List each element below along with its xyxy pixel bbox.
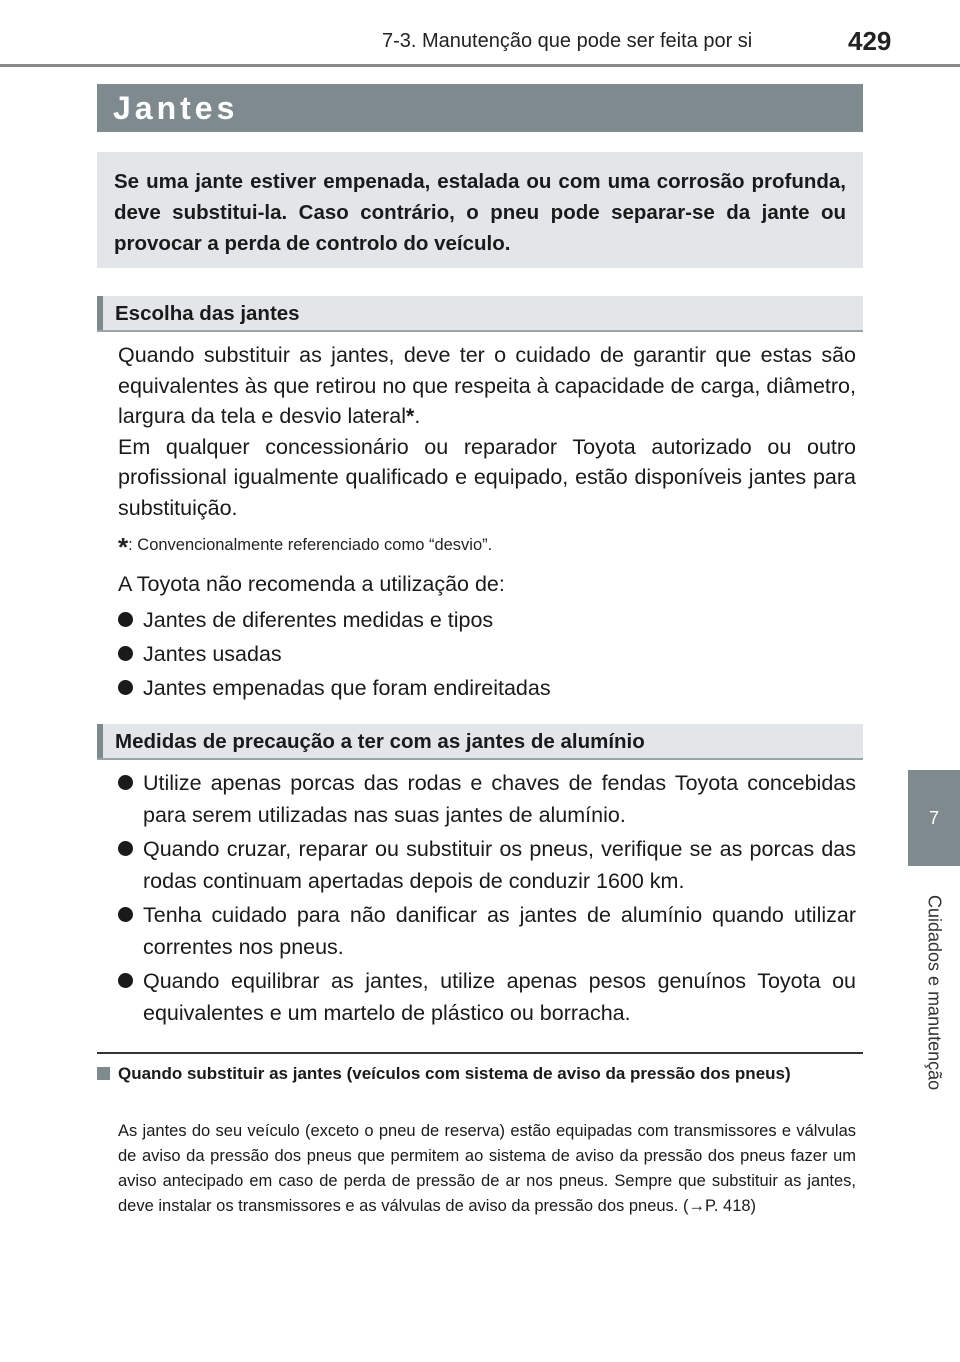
list-item: Utilize apenas porcas das rodas e chaves de fendas Toyota concebidas para serem utilizadas nas suas jantes de alumínio. [118,767,856,831]
square-bullet-icon [97,1067,110,1080]
subheading-precautions [97,724,863,760]
note-divider [97,1052,863,1054]
list-item: Jantes de diferentes medidas e tipos [118,604,856,636]
not-recommended-intro: A Toyota não recomenda a utilização de: [118,572,505,596]
subheading-choice-text: Escolha das jantes [115,302,300,325]
bullet-icon [118,973,133,988]
bullet-icon [118,841,133,856]
note-title-text: Quando substituir as jantes (veículos com sistema de aviso da pressão dos pneus) [118,1064,791,1083]
list-item: Jantes usadas [118,638,856,670]
list-item: Quando cruzar, reparar ou substituir os pneus, verifique se as porcas das rodas continuam apertadas depois de conduzir 1600 km. [118,833,856,897]
section-summary: Se uma jante estiver empenada, estalada ou com uma corrosão profunda, deve substitui-la. Caso contrário, o pneu pode separar-se da jante ou provocar a perda de controlo do veículo. [97,152,863,268]
bullet-icon [118,907,133,922]
section-title: Jantes [97,84,863,132]
footnote [118,532,492,563]
header-divider [0,64,960,67]
page-number: 429 [848,26,892,56]
choice-paragraph-1: Quando substituir as jantes, deve ter o cuidado de garantir que estas são equivalentes às que retirou no que respeita à capacidade de carga, diâmetro, largura da tela e desvio lateral*. [118,343,856,428]
note-body-text: As jantes do seu veículo (exceto o pneu de reserva) estão equipadas com transmissores e válvulas de aviso da pressão dos pneus que permitem ao sistema de aviso da pressão dos pneus fazer um aviso antecipado em caso de perda de pressão de ar nos pneus. Sempre que substituir as jantes, deve instalar os transmissores e as válvulas de aviso da pressão dos pneus. [118,1122,856,1215]
asterisk-marker: * [406,404,415,428]
bullet-icon [118,680,133,695]
chapter-title: Cuidados e manutenção [924,895,945,1091]
chapter-tab [908,770,960,866]
footnote-marker: * [118,532,129,562]
list-item: Jantes empenadas que foram endireitadas [118,672,856,704]
subheading-precautions-text: Medidas de precaução a ter com as jantes de alumínio [115,730,645,753]
not-recommended-list [118,604,856,704]
subheading-choice [97,296,863,332]
list-item: Quando equilibrar as jantes, utilize apenas pesos genuínos Toyota ou equivalentes e um martelo de plástico ou borracha. [118,965,856,1029]
page-reference: (→P. 418) [682,1197,757,1215]
bullet-icon [118,646,133,661]
bullet-icon [118,775,133,790]
choice-paragraph-2: Em qualquer concessionário ou reparador Toyota autorizado ou outro profissional igualmente qualificado e equipado, estão disponíveis jantes para substituição. [118,434,856,520]
note-body [118,1119,856,1219]
precautions-list [118,767,856,1029]
note-title [97,1063,863,1084]
list-item: Tenha cuidado para não danificar as jantes de alumínio quando utilizar correntes nos pneus. [118,899,856,963]
choice-paragraphs [118,340,856,523]
footnote-text: : Convencionalmente referenciado como “desvio”. [128,536,493,554]
header-title: 7-3. Manutenção que pode ser feita por si [382,30,753,52]
chapter-number: 7 [928,807,939,828]
bullet-icon [118,612,133,627]
